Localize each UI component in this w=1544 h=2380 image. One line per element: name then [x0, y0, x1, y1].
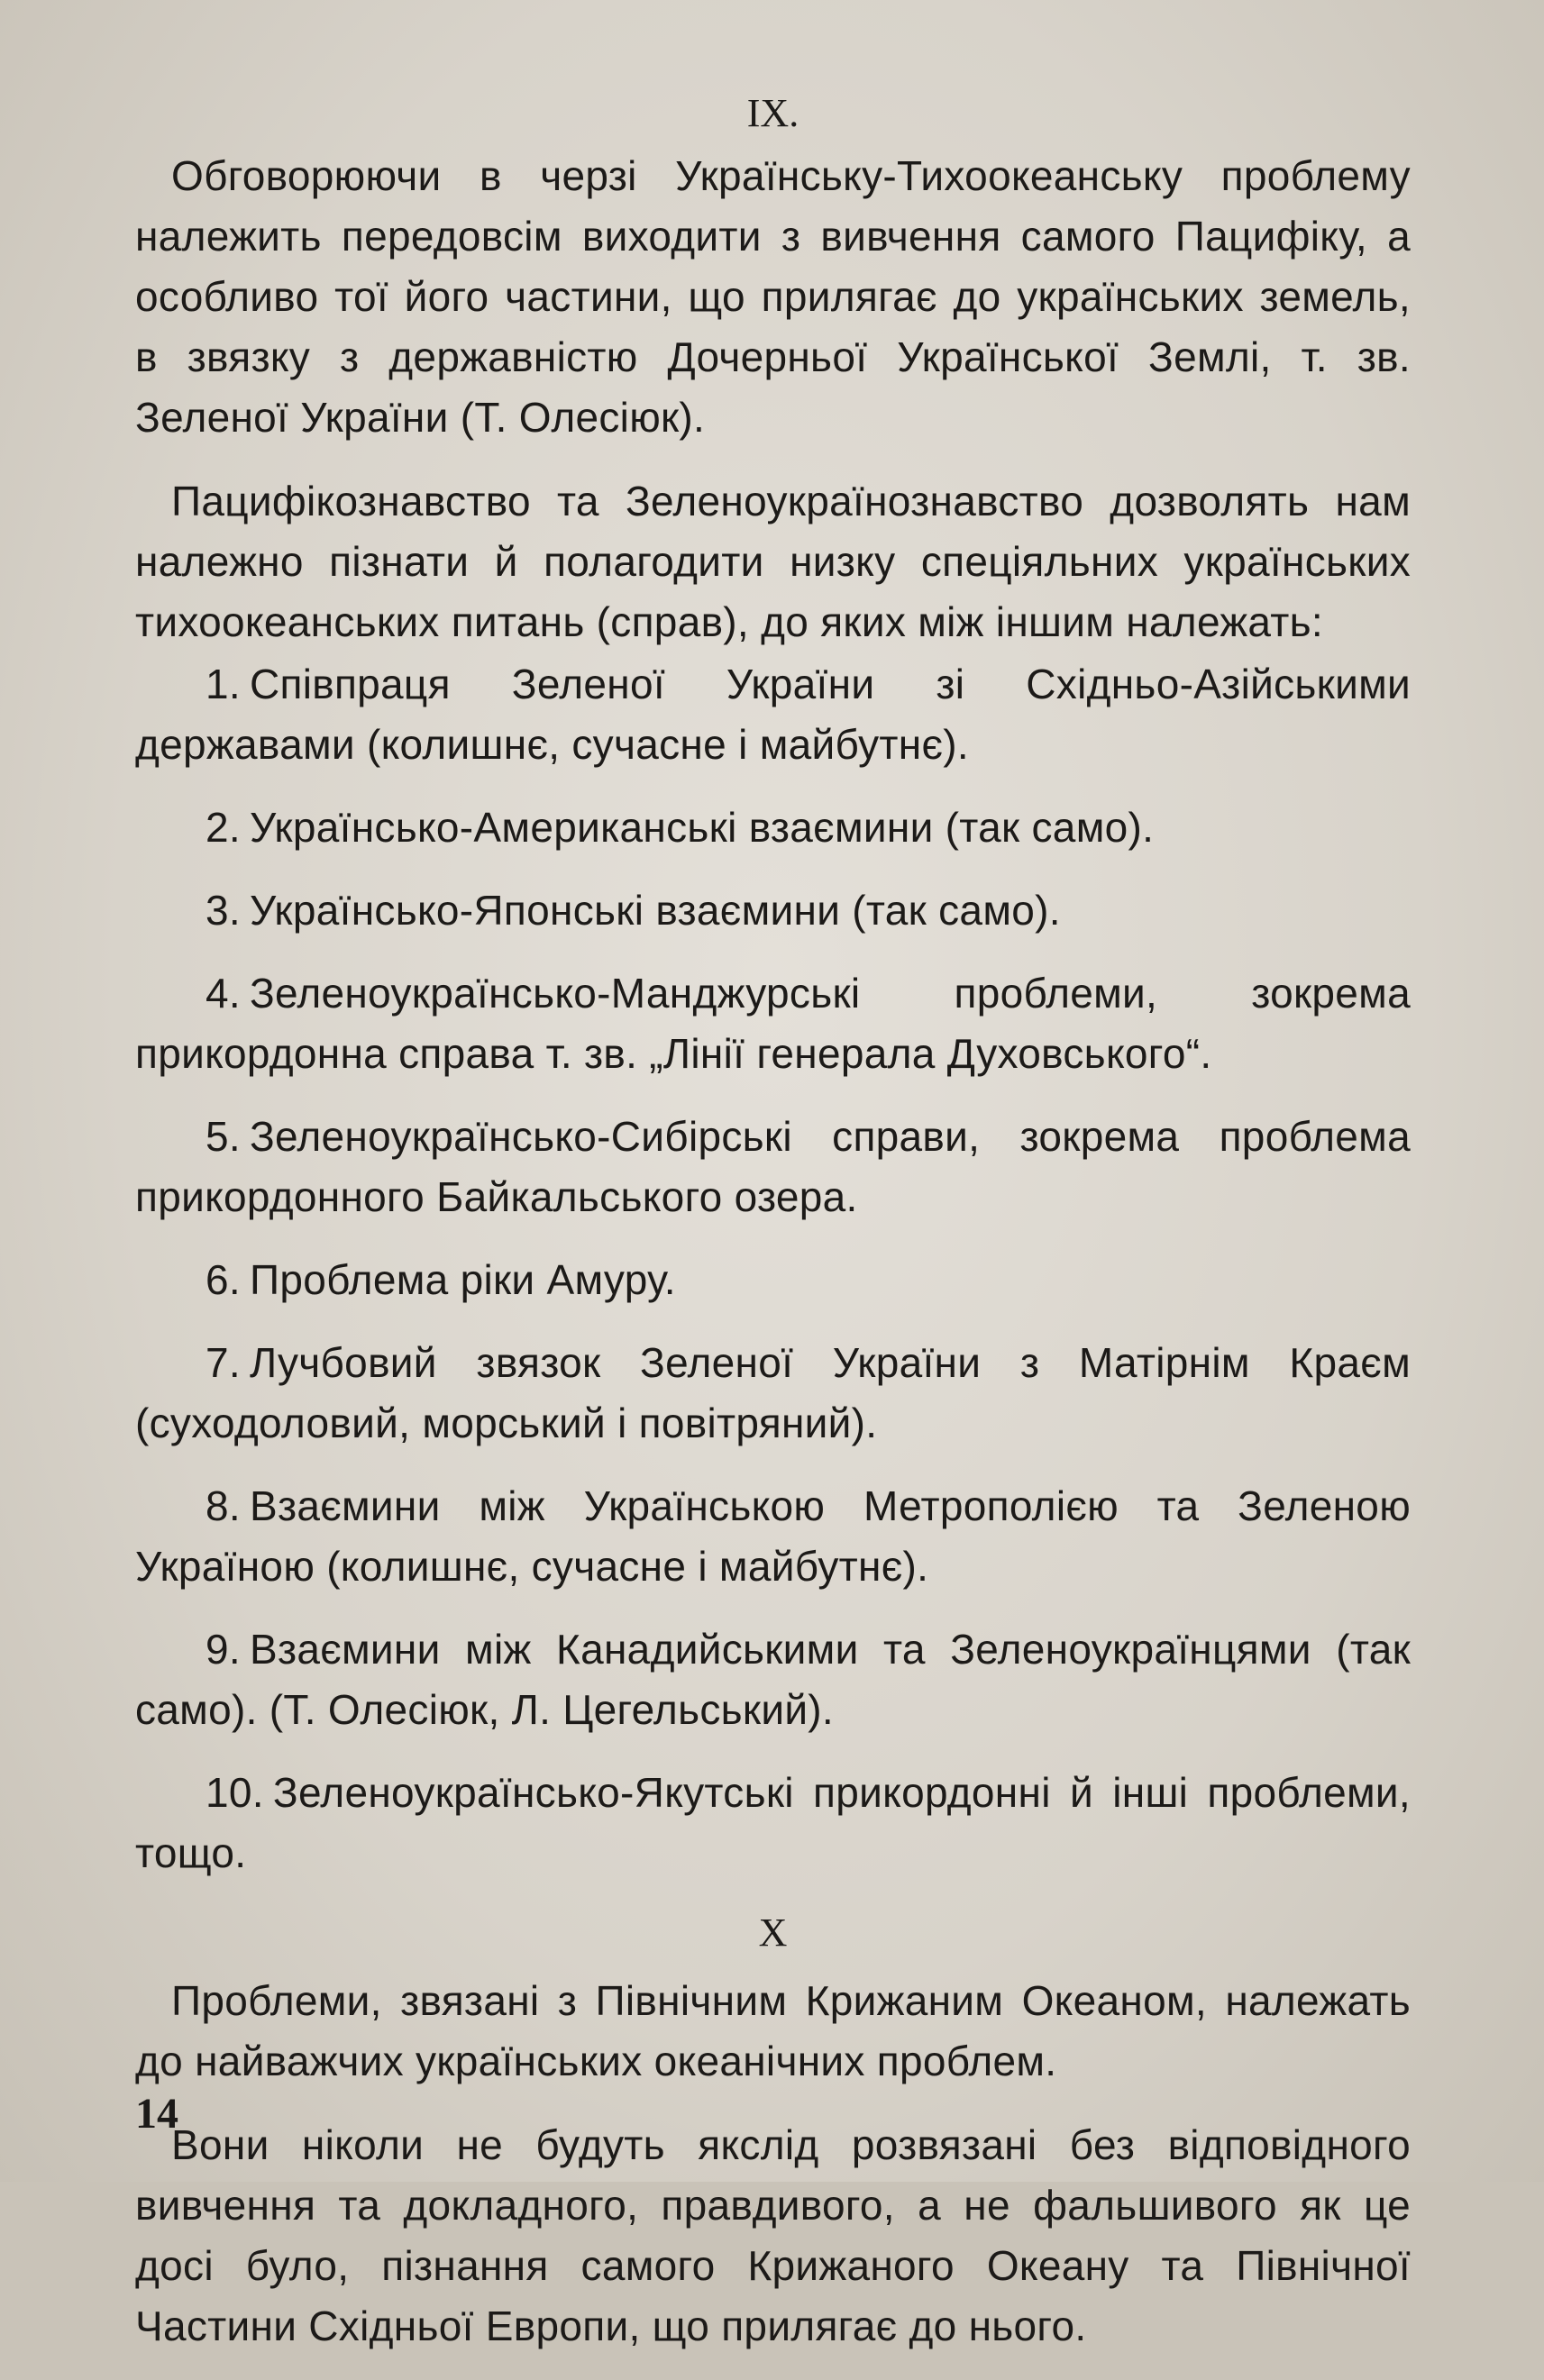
issues-list: [135, 654, 1411, 1883]
list-item: 9. Взаємини між Канадийськими та Зеленоукраїнцями (так само). (Т. Олесіюк, Л. Цегельський).: [135, 1626, 1411, 1733]
list-item: 5. Зеленоукраїнсько-Сибірські справи, зокрема проблема прикордонного Байкальського озера.: [135, 1113, 1411, 1220]
list-item: 4. Зеленоукраїнсько-Манджурські проблеми, зокрема прикордонна справа т. зв. „Лінії генерала Духовського“.: [135, 970, 1411, 1077]
section-heading-x: X: [758, 1910, 788, 1955]
page-content: [135, 87, 1411, 2380]
list-item: 2. Українсько-Американські взаємини (так само).: [206, 804, 1155, 851]
section-heading-ix: IX.: [746, 91, 799, 135]
list-item: 3. Українсько-Японські взаємини (так само).: [206, 887, 1061, 934]
paragraph-x-2: Вони ніколи не будуть якслід розвязані без відповідного вивчення та докладного, правдивого, а не фальшивого як це досі було, пізнання самого Крижаного Океану та Північної Частини Східньої Европи, що прилягає до нього.: [135, 2121, 1411, 2349]
list-item: 7. Лучбовий звязок Зеленої України з Матірнім Краєм (суходоловий, морський і повітряний).: [135, 1339, 1411, 1446]
list-item: 8. Взаємини між Українською Метрополією та Зеленою Україною (колишнє, сучасне і майбутнє).: [135, 1482, 1411, 1590]
list-item: 10. Зеленоукраїнсько-Якутські прикордонні й інші проблеми, тощо.: [135, 1769, 1411, 1876]
paragraph-ix-2: Пацифікознавство та Зеленоукраїнознавство дозволять нам належно пізнати й полагодити низку спеціяльних українських тихоокеанських питань (справ), до яких між іншим належать:: [135, 478, 1411, 645]
paragraph-x-1: Проблеми, звязані з Північним Крижаним Океаном, належать до найважчих українських океанічних проблем.: [135, 1977, 1411, 2084]
list-item: 6. Проблема ріки Амуру.: [206, 1256, 676, 1303]
page-number: 14: [135, 2090, 178, 2138]
paragraph-ix-1: Обговорюючи в черзі Українську-Тихоокеанську проблему належить передовсім виходити з вивчення самого Пацифіку, а особливо тої його частини, що прилягає до українських земель, в звязку з державністю Дочерньої Української Землі, т. зв. Зеленої України (Т. Олесіюк).: [135, 152, 1411, 441]
list-item: 1. Співпраця Зеленої України зі Східньо-Азійськими державами (колишнє, сучасне і майбутнє).: [135, 661, 1411, 768]
